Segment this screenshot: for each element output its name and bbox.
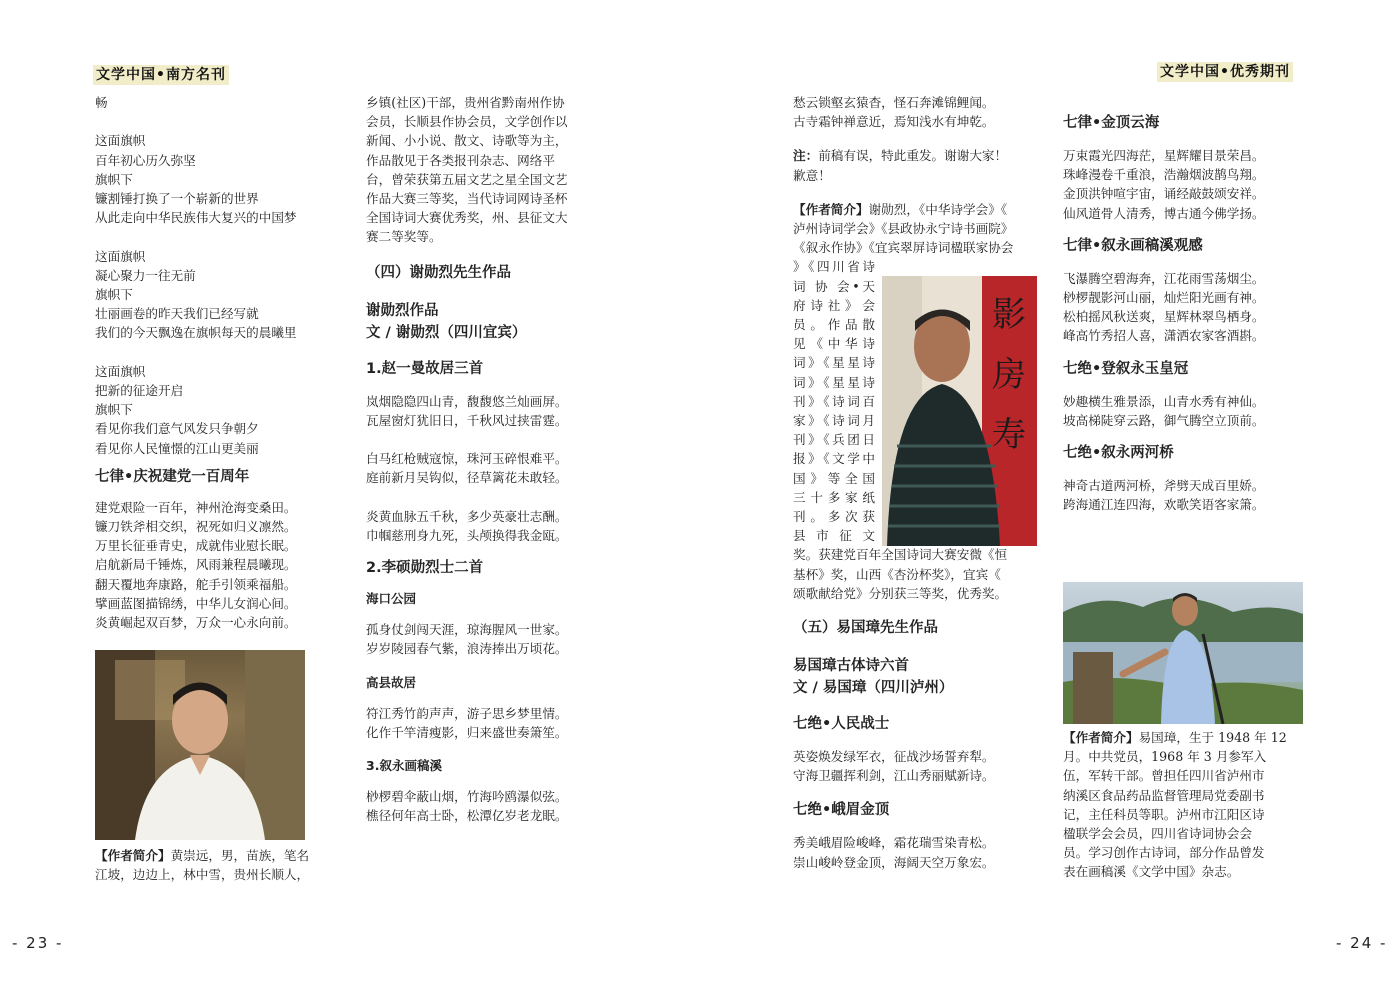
bio-text: 易国璋，生于 1948 年 12 (1138, 730, 1287, 745)
section-5-title: （五）易国璋先生作品 (793, 620, 938, 637)
stanza-gap (366, 430, 606, 449)
author-photo-huang (95, 650, 305, 840)
bio-line: 纳溪区食品药品监督管理局党委副书 (1063, 787, 1265, 803)
qilv-jinding-title: 七律•金顶云海 (1063, 115, 1160, 131)
poem-2b (366, 704, 606, 742)
bio-line: 会员，长顺县作协会员，文学创作以 (366, 114, 568, 130)
bio-line: 表在画稿溪《文学中国》杂志。 (1063, 864, 1240, 880)
portrait-illustration (95, 650, 305, 840)
poem-line: 崇山峻岭登金顶，海阔天空万象宏。 (793, 854, 995, 870)
bio-line: 国 》 等 全 国 (793, 470, 875, 486)
bio-line: 伍，军转干部。曾担任四川省泸州市 (1063, 768, 1265, 784)
qijue-1-title: 七绝•人民战士 (793, 716, 890, 733)
bio-line: 报》《文学中 (793, 451, 875, 467)
poem-line: 畅 (95, 95, 108, 110)
bio-line: 颂歌献给党》分别获三等奖，优秀奖。 (793, 585, 1008, 601)
bio-line: 作品大赛三等奖，当代诗词网诗圣杯 (366, 191, 568, 207)
svg-text:寿: 寿 (992, 415, 1026, 455)
poem-line: 秀美峨眉险峻峰，霜花瑞雪染青松。 (793, 835, 995, 851)
bio-line: 月。中共党员，1968 年 3 月参军入 (1063, 749, 1267, 765)
qijue-2-title: 七绝•峨眉金顶 (793, 802, 890, 819)
author-photo-yi (1063, 582, 1303, 724)
right-page-header: 文学中国•优秀期刊 (1157, 62, 1293, 82)
bio-line: 刊》《兵团日 (793, 432, 875, 448)
qilv-jinding (1063, 146, 1305, 223)
poem-line: 符江秀竹韵声声，游子思乡梦里情。 (366, 705, 568, 721)
poem-line: 巾帼慈刑身九死，头颅换得我金瓯。 (366, 528, 568, 544)
poem-line: 跨海通江连四海，欢歌笑语客家箫。 (1063, 497, 1265, 513)
bio-line: 见 《 中 华 诗 (793, 336, 875, 352)
poem-line: 炎黄崛起双百梦，万众一心永向前。 (95, 615, 297, 631)
bio-line: 县 市 征 文 (793, 528, 875, 544)
poem-line: 看见你我们意气风发只争朝夕 (95, 421, 259, 437)
bio-line: 楹联学会会员，四川省诗词协会会 (1063, 826, 1252, 842)
poem-line: 松柏摇风秋送爽，星辉林翠鸟栖身。 (1063, 309, 1265, 325)
poem-line: 万里长征垂青史，成就伟业慰长眠。 (95, 538, 297, 554)
bio-line: 乡镇(社区)干部，贵州省黔南州作协 (366, 95, 565, 110)
poem-line: 桫椤靓影河山丽，灿烂阳光画有神。 (1063, 290, 1265, 306)
xie-bio-narrow (793, 257, 875, 545)
bio-line: 》《四川省诗 (793, 259, 875, 275)
poem-line: 旗帜下 (95, 402, 133, 418)
poem-line: 飞瀑腾空碧海奔，江花雨雪荡烟尘。 (1063, 270, 1265, 286)
poem-line: 英姿焕发绿军衣，征战沙场誓弃犁。 (793, 749, 995, 765)
bio-line: 台，曾荣获第五届文艺之星全国文艺 (366, 171, 568, 187)
poem-line: 孤身仗剑闯天涯，琼海腥风一世家。 (366, 622, 568, 638)
poem-line: 炎黄血脉五千秋，多少英豪壮志酬。 (366, 508, 568, 524)
poem-line: 建党艰险一百年，神州沧海变桑田。 (95, 499, 297, 515)
poem-line: 坡高梯陡穿云路，御气腾空立顶前。 (1063, 412, 1265, 428)
poem-line: 万束霞光四海茫，星辉耀目景荣昌。 (1063, 148, 1265, 163)
bio-label: 【作者简介】 (95, 848, 171, 863)
stanza-gap (366, 488, 606, 507)
bio-line: 词》《星星诗 (793, 355, 875, 371)
poem-line: 桫椤碧伞蔽山烟，竹海吟鸥瀑似弦。 (366, 789, 568, 805)
portrait-illustration (882, 276, 1037, 546)
bio-label: 【作者简介】 (793, 201, 869, 217)
bio-line: 家》《诗词月 (793, 413, 875, 429)
yi-bio-lines (1063, 747, 1303, 881)
poem-line: 旗帜下 (95, 287, 133, 302)
poem-1 (366, 392, 606, 546)
works-title-yi: 易国璋古体诗六首 (793, 658, 909, 675)
poem-line: 岚烟隐隐四山青，馥馥悠兰灿画屏。 (366, 393, 568, 409)
poem-line: 古寺霜钟禅意近，焉知浅水有坤乾。 (793, 114, 995, 130)
poem-line: 仙风道骨人清秀，博古通今佛学扬。 (1063, 205, 1265, 221)
poem-line: 珠峰漫卷千重浪，浩瀚烟波鹊鸟翔。 (1063, 167, 1265, 183)
poem-3-title: 3.叙永画稿溪 (366, 758, 442, 774)
bio-line: 泸州诗词学会》《县政协永宁诗书画院》 (793, 221, 1014, 237)
bio-line: 记，主任科员等职。泸州市江阳区诗 (1063, 806, 1265, 822)
works-author-yi: 文 / 易国璋（四川泸州） (793, 680, 954, 697)
poem-line: 凝心聚力一往无前 (95, 267, 196, 283)
column-1 (95, 93, 340, 632)
qijue-yuhuangguan (1063, 392, 1305, 430)
poem-3 (366, 787, 606, 825)
poem-line: 化作千竿清瘦影，归来盛世奏箫笙。 (366, 724, 568, 740)
xie-bio-end (793, 545, 1037, 603)
bio-line: 三 十 多 家 纸 (793, 489, 875, 505)
xie-bio (793, 219, 1037, 257)
bio-line: 刊 。 多 次 获 (793, 509, 875, 525)
bio-line: 词 协 会•天 (793, 278, 875, 294)
stanza-gap (95, 343, 340, 362)
stanza-gap (95, 112, 340, 131)
poem-line: 白马红枪贼寇惊，珠河玉碎恨难平。 (366, 451, 568, 467)
qilv-huagaoxi (1063, 269, 1305, 346)
poem-line: 擘画蓝图描锦绣，中华儿女润心间。 (95, 595, 297, 611)
poem-ending (95, 93, 340, 458)
svg-text:房: 房 (992, 355, 1026, 395)
qilv-title: 七律•庆祝建党一百周年 (95, 468, 250, 485)
poem-2-sub-2: 高县故居 (366, 674, 417, 690)
poem-2-sub-1: 海口公园 (366, 591, 417, 607)
poem-line: 这面旗帜 (95, 133, 146, 149)
note-text-2: 歉意！ (793, 167, 831, 183)
bio-line: 全国诗词大赛优秀奖，州、县征文大 (366, 210, 568, 226)
portrait-illustration (1063, 582, 1303, 724)
poem-line: 妙趣横生雅景添，山青水秀有神仙。 (1063, 393, 1265, 409)
bio-line: 府 诗 社 》 会 (793, 297, 875, 313)
qilv-poem (95, 498, 340, 632)
yi-bio (1063, 728, 1303, 882)
poem-line: 百年初心历久弥坚 (95, 152, 196, 168)
bio-line: 员 。 作 品 散 (793, 317, 875, 333)
bio-line: 赛二等奖等。 (366, 229, 442, 245)
works-author: 文 / 谢勋烈（四川宜宾） (366, 324, 527, 341)
qijue-yuhuangguan-title: 七绝•登叙永玉皇冠 (1063, 360, 1189, 377)
poem-line: 我们的今天飘逸在旗帜每天的晨曦里 (95, 325, 297, 341)
huang-bio-continued (366, 93, 606, 247)
bio-line: 员。学习创作古诗词，部分作品曾发 (1063, 845, 1265, 861)
bio-text: 黄崇远，男，苗族，笔名 (170, 848, 310, 863)
stanza-gap (95, 227, 340, 246)
qilv-huagaoxi-title: 七律•叙永画稿溪观感 (1063, 237, 1203, 254)
note-text: 前稿有误，特此重发。谢谢大家！ (818, 148, 1008, 164)
poem-line: 瓦屋窗灯犹旧日，千秋风过挟雷霆。 (366, 412, 568, 428)
poem-line: 启航新局千锤炼，风雨兼程晨曦现。 (95, 557, 297, 573)
poem-3-ending (793, 93, 1037, 131)
poem-line: 金顶洪钟喧宇宙，诵经敲鼓颂安祥。 (1063, 186, 1265, 202)
bio-line: 词》《星星诗 (793, 374, 875, 390)
poem-1-title: 1.赵一曼故居三首 (366, 360, 484, 377)
poem-line: 神奇古道两河桥，斧劈天成百里娇。 (1063, 478, 1265, 494)
qijue-lianghe-title: 七绝•叙永两河桥 (1063, 445, 1174, 462)
svg-text:影: 影 (992, 295, 1026, 335)
page-number-left: - 23 - (12, 934, 64, 952)
poem-line: 峰高竹秀招人喜，潇洒农家客酒斟。 (1063, 328, 1265, 344)
poem-line: 看见你人民憧憬的江山更美丽 (95, 440, 259, 456)
section-4-title: （四）谢勋烈先生作品 (366, 264, 511, 281)
poem-line: 守海卫疆挥利剑，江山秀丽赋新诗。 (793, 768, 995, 784)
huang-bio (95, 846, 340, 884)
bio-line: 基杯》奖，山西《杏汾杯奖》，宜宾《 (793, 566, 1001, 582)
bio-line: 作品散见于各类报刊杂志、网络平 (366, 152, 555, 168)
bio-line: 刊》《诗词百 (793, 393, 875, 409)
poem-line: 庭前新月吴钩似，径草篱花未敢轻。 (366, 470, 568, 486)
poem-line: 翻天覆地奔康路，舵手引领乘福船。 (95, 576, 297, 592)
bio-line: 《叙永作协》《宜宾翠屏诗词楹联家协会 (793, 240, 1014, 256)
page-number-right: - 24 - (1336, 934, 1388, 952)
poem-line: 把新的征途开启 (95, 383, 184, 398)
poem-line: 这面旗帜 (95, 248, 146, 264)
bio-label: 【作者简介】 (1063, 730, 1139, 745)
bio-line: 奖。获建党百年全国诗词大赛安微《恒 (793, 547, 1008, 563)
poem-line: 这面旗帜 (95, 363, 146, 379)
bio-text: 谢勋烈，《中华诗学会》《 (868, 201, 1008, 217)
works-title: 谢勋烈作品 (366, 302, 439, 319)
author-photo-xie (882, 276, 1037, 546)
poem-line: 愁云锁壑玄猿杳，怪石奔滩锦鲤闻。 (793, 95, 995, 110)
column-2 (366, 93, 606, 825)
poem-2-title: 2.李硕勋烈士二首 (366, 560, 484, 577)
qijue-1 (793, 747, 1037, 785)
poem-line: 壮丽画卷的昨天我们已经写就 (95, 306, 259, 322)
bio-text: 江坡，边边上，林中雪，贵州长顺人， (95, 867, 310, 883)
note-label: 注： (793, 148, 819, 164)
left-page-header: 文学中国•南方名刊 (93, 65, 229, 85)
qijue-lianghe (1063, 476, 1305, 514)
qijue-2 (793, 833, 1037, 871)
bio-line: 新闻、小小说、散文、诗歌等为主， (366, 133, 568, 149)
poem-line: 镰割锤打换了一个崭新的世界 (95, 191, 259, 206)
poem-line: 旗帜下 (95, 171, 133, 187)
poem-line: 樵径何年高士卧，松潭亿岁老龙眠。 (366, 808, 568, 824)
poem-line: 岁岁陵园春气紫，浪涛捧出万顷花。 (366, 641, 568, 657)
poem-line: 镰刀铁斧相交织，祝死如归义凛然。 (95, 519, 297, 535)
poem-2a (366, 620, 606, 658)
poem-line: 从此走向中华民族伟大复兴的中国梦 (95, 210, 297, 226)
column-4 (1063, 112, 1305, 514)
